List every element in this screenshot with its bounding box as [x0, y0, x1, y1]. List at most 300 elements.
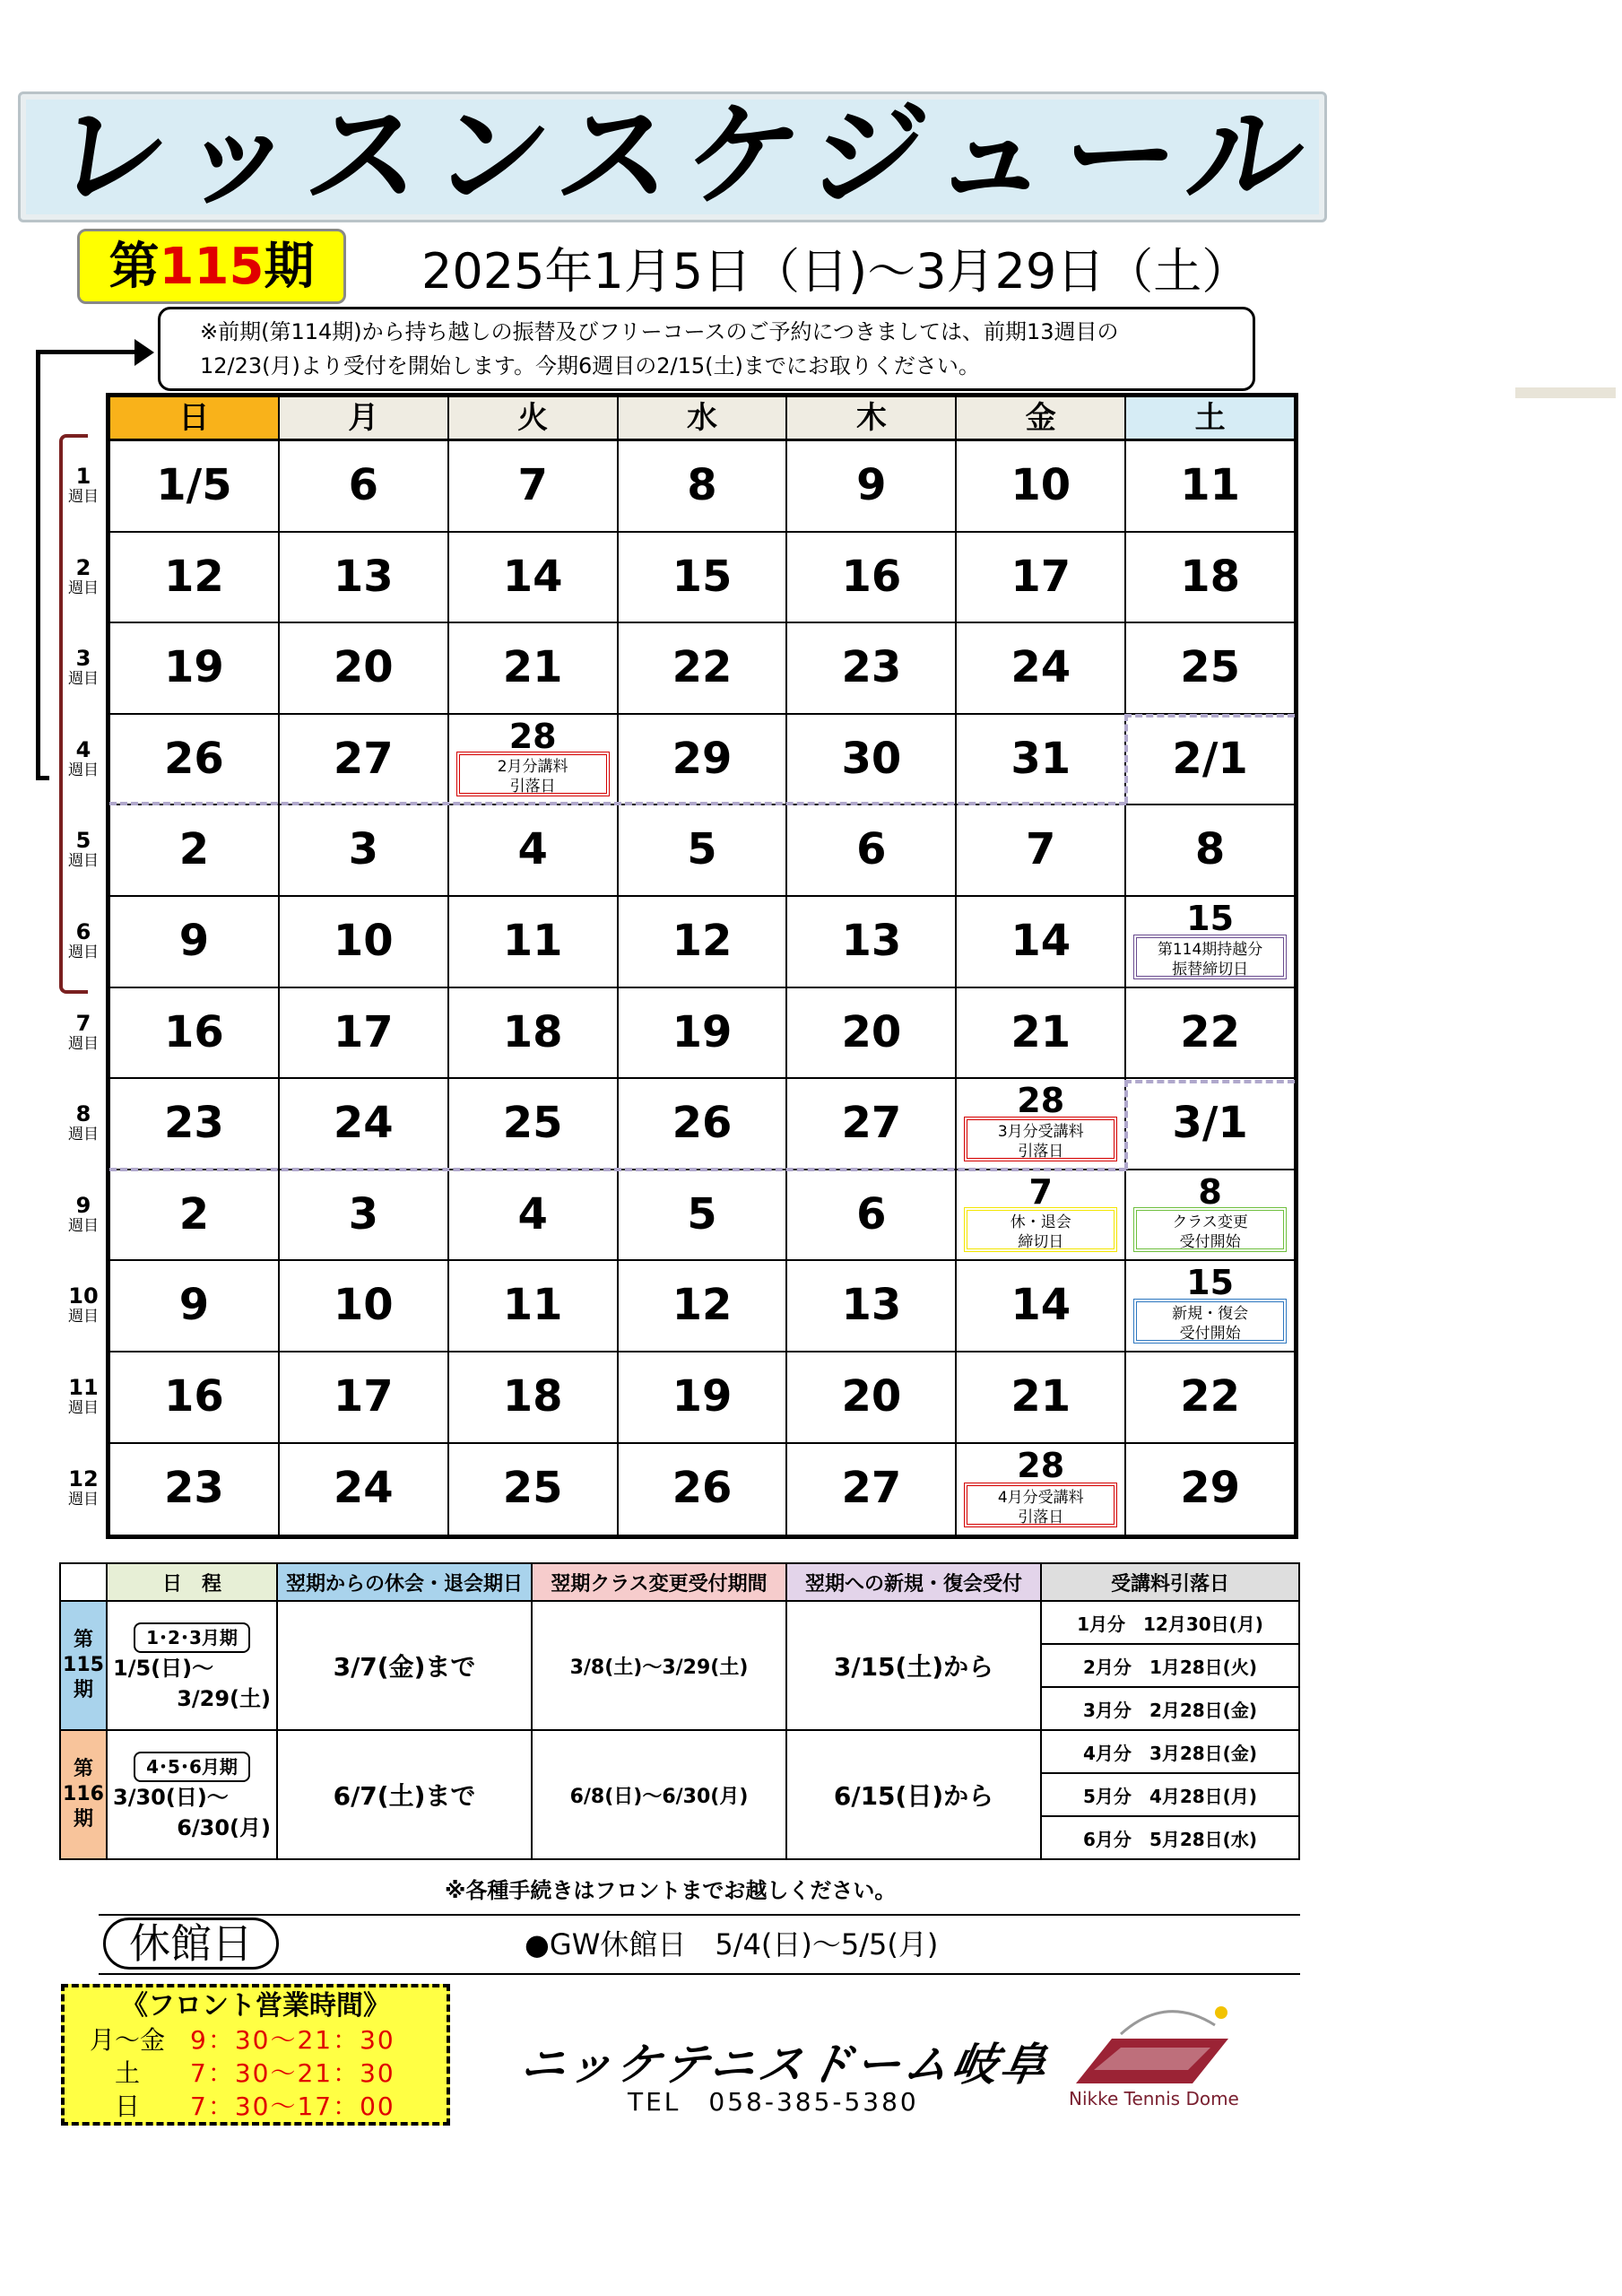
day-number: 25: [1180, 642, 1240, 693]
fee-month: 3月分: [1083, 1699, 1132, 1721]
calendar-day-cell: [957, 897, 1126, 987]
day-number: 25: [502, 1462, 563, 1513]
calendar-day-cell: [787, 988, 957, 1078]
fee-month: 5月分: [1083, 1785, 1132, 1807]
week-suffix: 週目: [68, 1216, 99, 1235]
calendar-day-cell: [110, 897, 280, 987]
week-number: 5: [75, 828, 91, 854]
months-badge: 4･5･6月期: [134, 1752, 250, 1782]
logo-arc: [1121, 2012, 1215, 2034]
day-number: 16: [841, 551, 902, 602]
closed-day-text: ●GW休館日 5/4(日)～5/5(月): [525, 1927, 939, 1961]
calendar-day-cell: [280, 623, 449, 713]
hours-row: [65, 2057, 447, 2090]
fee-date: 3月28日(金): [1149, 1742, 1257, 1764]
calendar-day-cell: [280, 1444, 449, 1535]
day-number: 18: [502, 1370, 563, 1422]
day-number: 3: [348, 1188, 378, 1239]
fee-month: 1月分: [1077, 1613, 1125, 1635]
week-suffix: 週目: [68, 944, 99, 961]
procedure-table: [59, 1562, 1300, 1860]
notice-box: [158, 307, 1255, 391]
day-number: 6: [348, 460, 378, 510]
calendar-week-row: [110, 1170, 1294, 1262]
header-term: [60, 1563, 107, 1601]
day-number: 17: [1010, 551, 1071, 602]
calendar-day-cell: [619, 1079, 788, 1169]
event-badge: [1133, 1207, 1287, 1252]
calendar-day-cell: [787, 533, 957, 622]
term-115-new: 3/15(土)から: [786, 1601, 1041, 1730]
calendar-week-row: [110, 1352, 1294, 1444]
calendar-day-cell: [1126, 441, 1294, 531]
event-line-1: 4月分受講料: [997, 1489, 1084, 1508]
term-115-schedule: [107, 1601, 277, 1730]
day-number: 26: [164, 733, 224, 784]
term-label-1: 第: [73, 1758, 93, 1780]
day-number: 30: [841, 733, 902, 784]
calendar-day-cell: [957, 1170, 1126, 1260]
weekday-fri: 金: [957, 397, 1126, 439]
calendar-day-cell: [787, 1170, 957, 1260]
calendar-day-cell: [449, 1079, 619, 1169]
bracket-line: [36, 350, 49, 780]
calendar-day-cell: [1126, 715, 1294, 804]
day-number: 2: [178, 1188, 210, 1239]
event-line-2: 振替締切日: [1172, 960, 1249, 978]
event-line-1: 第114期持越分: [1157, 940, 1263, 959]
calendar-day-cell: [449, 1261, 619, 1351]
week-number: 12: [68, 1465, 99, 1492]
calendar-day-cell: [280, 805, 449, 895]
event-line-2: 引落日: [1018, 1142, 1064, 1161]
side-mark: [1515, 387, 1616, 398]
day-number: 1/5: [156, 460, 232, 510]
week-number: 7: [75, 1010, 91, 1036]
term-suffix: 期: [264, 238, 315, 296]
calendar-day-cell: [449, 715, 619, 804]
date-range: 2025年1月5日（日)～3月29日（土）: [421, 243, 1251, 300]
day-number: 19: [672, 1370, 733, 1422]
calendar-day-cell: [280, 897, 449, 987]
day-number: 18: [1180, 551, 1240, 602]
month-divider: [1124, 714, 1295, 718]
day-number: 27: [841, 1462, 902, 1513]
calendar-day-cell: [619, 623, 788, 713]
fee-row: [1041, 1730, 1299, 1773]
calendar-day-cell: [110, 988, 280, 1078]
procedures-note: ※各種手続きはフロントまでお越しください。: [445, 1878, 897, 1903]
day-number: 28: [508, 716, 557, 756]
calendar-day-cell: [449, 623, 619, 713]
calendar-day-cell: [957, 715, 1126, 804]
calendar-day-cell: [110, 715, 280, 804]
day-number: 27: [841, 1098, 902, 1149]
day-number: 24: [333, 1462, 394, 1513]
fee-row: [1041, 1601, 1299, 1644]
day-number: 7: [517, 460, 548, 510]
day-number: 2: [178, 824, 210, 875]
day-number: 22: [1180, 1370, 1240, 1422]
day-number: 20: [841, 1006, 902, 1057]
event-badge: [1133, 935, 1287, 979]
day-number: 21: [1010, 1370, 1071, 1422]
hours-row: [65, 2090, 447, 2123]
fee-month: 6月分: [1083, 1828, 1132, 1850]
logo-text: Nikke Tennis Dome: [1069, 2088, 1239, 2109]
weekday-mon: 月: [280, 397, 449, 439]
month-divider: [1124, 1080, 1295, 1083]
calendar-day-cell: [449, 1444, 619, 1535]
calendar-day-cell: [1126, 1352, 1294, 1442]
day-number: 5: [687, 1188, 717, 1239]
calendar-week-row: [110, 441, 1294, 533]
week-label: [63, 556, 104, 597]
day-number: 29: [1180, 1462, 1240, 1513]
calendar-week-row: [110, 805, 1294, 897]
hours-day: 土: [114, 2058, 140, 2088]
day-number: 23: [164, 1098, 224, 1149]
weekday-tue: 火: [449, 397, 619, 439]
calendar-day-cell: [957, 1079, 1126, 1169]
week-number: 6: [75, 919, 91, 944]
front-hours-title: 《フロント営業時間》: [121, 1990, 390, 2022]
event-line-2: 引落日: [509, 778, 556, 796]
week-label: [63, 465, 104, 506]
fee-date: 5月28日(水): [1149, 1828, 1257, 1850]
calendar-day-cell: [787, 715, 957, 804]
day-number: 9: [178, 1280, 210, 1331]
calendar-day-cell: [619, 1352, 788, 1442]
calendar-day-cell: [110, 1170, 280, 1260]
months-badge: 1･2･3月期: [134, 1622, 250, 1653]
hours-time: 7：30～17：00: [190, 2092, 395, 2121]
telephone: TEL 058-385-5380: [628, 2087, 919, 2117]
day-number: 17: [333, 1370, 394, 1422]
term-badge: [77, 229, 346, 304]
calendar-day-cell: [449, 805, 619, 895]
header-fee: 受講料引落日: [1041, 1563, 1299, 1601]
week-suffix: 週目: [68, 1034, 99, 1053]
term-116-label: [60, 1730, 107, 1859]
day-number: 15: [1186, 1263, 1235, 1303]
calendar-day-cell: [787, 1352, 957, 1442]
day-number: 31: [1010, 733, 1071, 784]
event-badge: [456, 752, 610, 796]
calendar-day-cell: [280, 1261, 449, 1351]
week-label: [63, 1194, 104, 1235]
calendar-day-cell: [280, 533, 449, 622]
term-label-3: 期: [73, 1679, 93, 1701]
calendar-day-cell: [110, 1261, 280, 1351]
term-115-label: [60, 1601, 107, 1730]
month-divider: [1124, 714, 1128, 804]
day-number: 21: [502, 642, 563, 693]
calendar-week-row: [110, 533, 1294, 624]
term-label-3: 期: [73, 1808, 93, 1831]
day-number: 11: [1180, 460, 1240, 510]
day-number: 26: [672, 1098, 733, 1149]
calendar-day-cell: [1126, 1079, 1294, 1169]
calendar-day-cell: [787, 1079, 957, 1169]
calendar-day-cell: [619, 1170, 788, 1260]
calendar-day-cell: [1126, 1444, 1294, 1535]
day-number: 25: [502, 1098, 563, 1149]
header-schedule: 日 程: [107, 1563, 277, 1601]
day-number: 12: [164, 551, 224, 602]
calendar-day-cell: [787, 1444, 957, 1535]
calendar: [106, 393, 1298, 1539]
day-number: 4: [517, 1188, 548, 1239]
term-bracket: [59, 434, 88, 994]
day-number: 22: [1180, 1006, 1240, 1057]
day-number: 24: [1010, 642, 1071, 693]
calendar-day-cell: [110, 1444, 280, 1535]
week-number: 4: [75, 736, 91, 762]
front-hours-box: [61, 1984, 450, 2126]
day-number: 8: [1198, 1171, 1222, 1212]
week-number: 10: [68, 1283, 99, 1309]
week-label: [63, 920, 104, 961]
closed-day-label: 休館日: [103, 1918, 279, 1970]
day-number: 13: [841, 915, 902, 966]
calendar-day-cell: [449, 897, 619, 987]
day-number: 8: [687, 460, 717, 510]
term-116-schedule: [107, 1730, 277, 1859]
day-number: 29: [672, 733, 733, 784]
day-number: 26: [672, 1462, 733, 1513]
week-number: 8: [75, 1101, 91, 1127]
event-badge: [1133, 1299, 1287, 1344]
hours-day: 日: [114, 2092, 140, 2121]
fee-date: 2月28日(金): [1149, 1699, 1257, 1721]
calendar-day-cell: [619, 897, 788, 987]
brand-name: ニッケテニスドーム岐阜: [516, 2039, 1054, 2091]
week-suffix: 週目: [68, 1399, 99, 1417]
calendar-day-cell: [619, 805, 788, 895]
week-suffix: 週目: [68, 1308, 99, 1326]
event-line-2: 引落日: [1018, 1509, 1064, 1527]
day-number: 8: [1194, 824, 1226, 875]
day-number: 23: [164, 1462, 224, 1513]
day-number: 16: [164, 1006, 224, 1057]
weekday-wed: 水: [619, 397, 788, 439]
day-number: 18: [502, 1006, 563, 1057]
month-divider: [109, 802, 1126, 805]
month-divider: [1124, 1080, 1128, 1170]
calendar-day-cell: [280, 1079, 449, 1169]
calendar-day-cell: [110, 805, 280, 895]
fee-date: 1月28日(火): [1149, 1656, 1257, 1678]
calendar-day-cell: [110, 1352, 280, 1442]
day-number: 15: [1186, 898, 1235, 938]
arrow-shaft: [36, 350, 136, 354]
event-badge: [964, 1207, 1117, 1252]
calendar-day-cell: [957, 1352, 1126, 1442]
calendar-day-cell: [957, 623, 1126, 713]
day-number: 21: [1010, 1006, 1071, 1057]
day-number: 10: [1010, 460, 1071, 510]
event-line-1: 2月分講料: [497, 758, 568, 777]
calendar-day-cell: [449, 1170, 619, 1260]
week-suffix: 週目: [68, 578, 99, 597]
calendar-week-row: [110, 715, 1294, 806]
day-number: 3: [348, 824, 378, 875]
calendar-day-cell: [280, 1352, 449, 1442]
calendar-week-row: [110, 1079, 1294, 1170]
notice-line-2: 12/23(月)より受付を開始します。今期6週目の2/15(土)までにお取りください。: [200, 353, 980, 378]
hours-day: 月～金: [89, 2025, 165, 2055]
calendar-day-cell: [110, 533, 280, 622]
week-label: [63, 1012, 104, 1053]
day-number: 4: [517, 824, 548, 875]
calendar-day-cell: [110, 1079, 280, 1169]
header-new: 翌期への新規・復会受付: [786, 1563, 1041, 1601]
term-115-class-change: 3/8(土)～3/29(土): [532, 1601, 786, 1730]
day-number: 5: [687, 824, 717, 875]
day-number: 13: [333, 551, 394, 602]
term-115-leave: 3/7(金)まで: [277, 1601, 532, 1730]
calendar-day-cell: [280, 441, 449, 531]
calendar-header: [110, 397, 1294, 441]
day-number: 22: [672, 642, 733, 693]
day-number: 23: [841, 642, 902, 693]
day-number: 9: [178, 915, 210, 966]
event-line-1: 休・退会: [1010, 1213, 1071, 1232]
week-label: [63, 1376, 104, 1417]
day-number: 7: [1028, 1171, 1053, 1212]
calendar-day-cell: [787, 1261, 957, 1351]
weekday-sun: 日: [110, 397, 280, 439]
hours-row: [65, 2023, 447, 2057]
day-number: 7: [1026, 824, 1056, 875]
calendar-day-cell: [619, 1444, 788, 1535]
header-class-change: 翌期クラス変更受付期間: [532, 1563, 786, 1601]
week-suffix: 週目: [68, 670, 99, 689]
week-suffix: 週目: [68, 852, 99, 871]
weekday-sat: 土: [1126, 397, 1294, 439]
calendar-day-cell: [957, 533, 1126, 622]
day-number: 15: [672, 551, 733, 602]
week-label: [63, 1102, 104, 1144]
week-number: 9: [75, 1192, 91, 1218]
divider: [99, 1973, 1300, 1975]
calendar-day-cell: [619, 533, 788, 622]
schedule-end: 6/30(月): [177, 1815, 271, 1840]
day-number: 28: [1017, 1081, 1065, 1121]
day-number: 11: [502, 1280, 563, 1331]
day-number: 13: [841, 1280, 902, 1331]
month-divider: [109, 1168, 1126, 1171]
day-number: 20: [841, 1370, 902, 1422]
calendar-day-cell: [787, 623, 957, 713]
week-number: 11: [68, 1375, 99, 1400]
schedule-end: 3/29(土): [177, 1686, 271, 1711]
calendar-day-cell: [280, 715, 449, 804]
event-line-2: 受付開始: [1179, 1233, 1241, 1252]
fee-month: 4月分: [1083, 1742, 1132, 1764]
fee-row: [1041, 1773, 1299, 1816]
day-number: 12: [672, 915, 733, 966]
calendar-day-cell: [1126, 897, 1294, 987]
calendar-day-cell: [449, 1352, 619, 1442]
term-prefix: 第: [108, 238, 160, 296]
calendar-week-row: [110, 988, 1294, 1080]
week-label: [63, 1284, 104, 1326]
calendar-day-cell: [787, 441, 957, 531]
event-badge: [964, 1117, 1117, 1161]
calendar-day-cell: [110, 441, 280, 531]
event-line-1: クラス変更: [1172, 1213, 1248, 1232]
calendar-day-cell: [619, 988, 788, 1078]
term-label-2: 116: [63, 1783, 104, 1805]
calendar-day-cell: [1126, 1170, 1294, 1260]
ball-icon: [1215, 2006, 1227, 2019]
term-116-new: 6/15(日)から: [786, 1730, 1041, 1859]
fee-row: [1041, 1644, 1299, 1687]
event-line-2: 締切日: [1018, 1233, 1064, 1252]
week-suffix: 週目: [68, 1126, 99, 1144]
calendar-day-cell: [280, 1170, 449, 1260]
day-number: 11: [502, 915, 563, 966]
event-line-1: 3月分受講料: [997, 1122, 1084, 1141]
week-number: 1: [75, 464, 91, 489]
calendar-week-row: [110, 1444, 1294, 1535]
day-number: 19: [672, 1006, 733, 1057]
day-number: 10: [333, 1280, 394, 1331]
fee-row: [1041, 1816, 1299, 1859]
day-number: 12: [672, 1280, 733, 1331]
page-title: レッスンスケジュール: [44, 90, 1325, 223]
calendar-day-cell: [957, 1444, 1126, 1535]
term-number: 115: [159, 238, 265, 296]
event-line-1: 新規・復会: [1172, 1304, 1249, 1323]
day-number: 3/1: [1172, 1098, 1248, 1149]
calendar-week-row: [110, 897, 1294, 988]
term-116-class-change: 6/8(日)～6/30(月): [532, 1730, 786, 1859]
calendar-week-row: [110, 623, 1294, 715]
event-line-2: 受付開始: [1179, 1324, 1241, 1343]
day-number: 14: [1010, 1280, 1071, 1331]
calendar-day-cell: [957, 441, 1126, 531]
calendar-day-cell: [449, 988, 619, 1078]
calendar-day-cell: [110, 623, 280, 713]
calendar-day-cell: [1126, 533, 1294, 622]
calendar-day-cell: [449, 441, 619, 531]
day-number: 2/1: [1172, 733, 1248, 784]
day-number: 19: [164, 642, 224, 693]
calendar-day-cell: [1126, 1261, 1294, 1351]
day-number: 20: [333, 642, 394, 693]
calendar-day-cell: [787, 805, 957, 895]
weekday-thu: 木: [787, 397, 957, 439]
day-number: 24: [333, 1098, 394, 1149]
term-label-2: 115: [63, 1654, 104, 1676]
calendar-day-cell: [280, 988, 449, 1078]
fee-date: 12月30日(月): [1142, 1613, 1263, 1635]
notice-line-1: ※前期(第114期)から持ち越しの振替及びフリーコースのご予約につきましては、前期13週目の: [200, 319, 1119, 344]
day-number: 6: [856, 1188, 887, 1239]
event-badge: [964, 1483, 1117, 1527]
calendar-day-cell: [957, 988, 1126, 1078]
fee-row: [1041, 1687, 1299, 1730]
calendar-week-row: [110, 1261, 1294, 1352]
calendar-body: [110, 441, 1294, 1535]
day-number: 16: [164, 1370, 224, 1422]
calendar-day-cell: [957, 805, 1126, 895]
calendar-day-cell: [619, 1261, 788, 1351]
divider: [99, 1914, 1300, 1916]
